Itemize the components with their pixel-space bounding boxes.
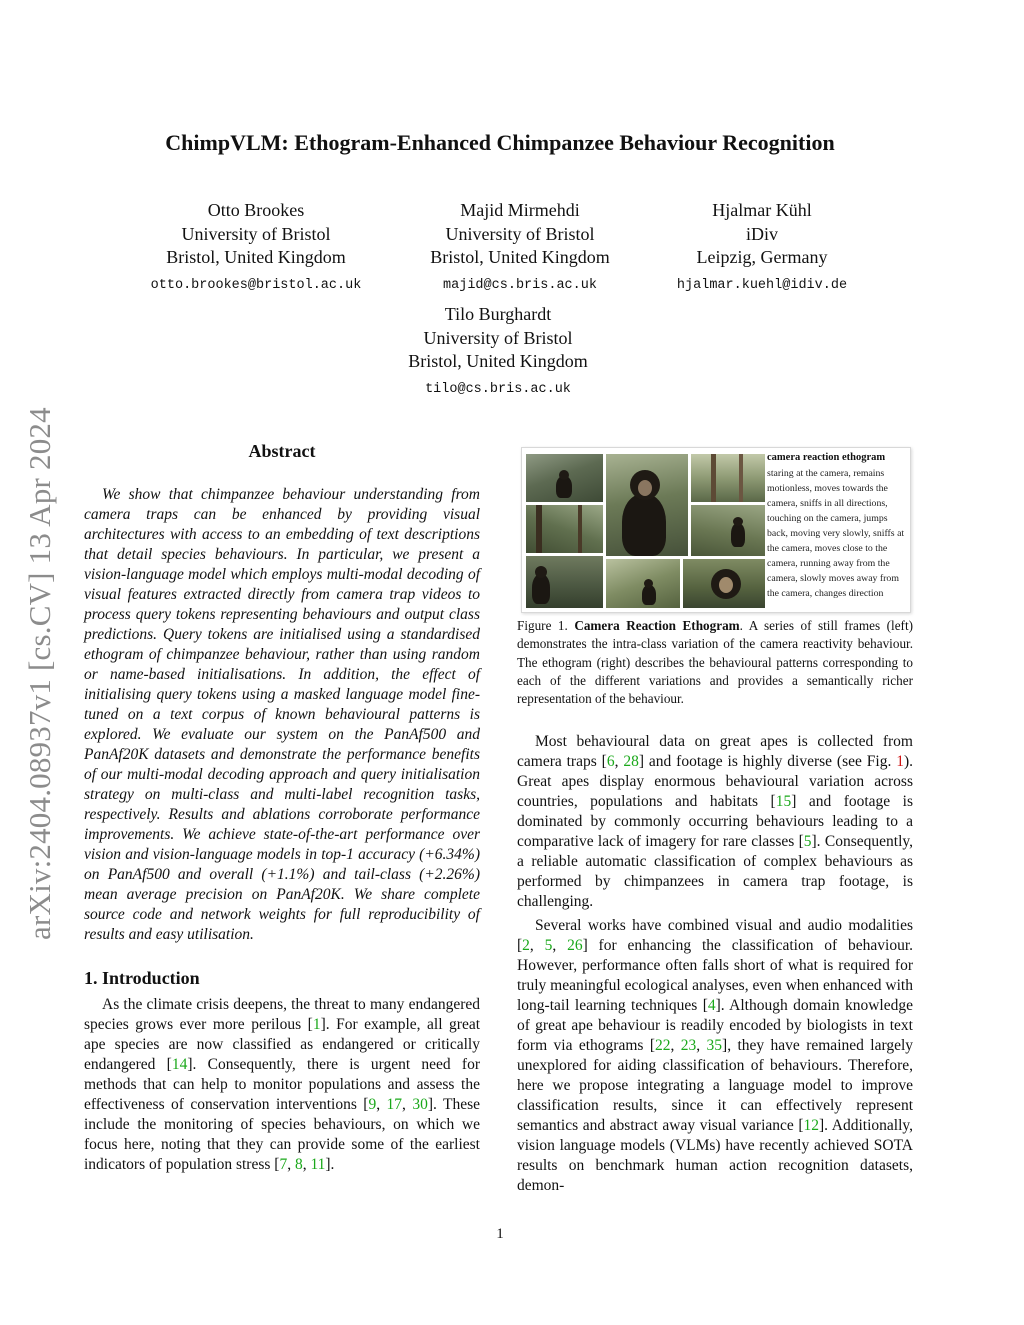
citation-link[interactable]: 17 — [386, 1096, 403, 1113]
author-name: Otto Brookes — [207, 200, 305, 220]
camera-frame-image — [683, 559, 765, 608]
citation-link[interactable]: 35 — [706, 1037, 723, 1054]
citation-link[interactable]: 6 — [606, 753, 615, 770]
ethogram-text: staring at the camera, remains motionless, moves towards the camera, sniffs in all directions, touching on the camera, jumps back, moving very slowly, sniffs at the camera, moves close to the camera, running away from the camera, slowly moves away from the camera, changes direction — [767, 468, 905, 599]
author-affiliation: University of Bristol — [181, 223, 331, 244]
camera-frame-image — [526, 556, 603, 608]
author-location: Bristol, United Kingdom — [408, 351, 588, 371]
author-name: Tilo Burghardt — [444, 304, 552, 324]
intro-body — [84, 995, 480, 1175]
citation-link[interactable]: 5 — [803, 833, 812, 850]
citation-link[interactable]: 5 — [544, 937, 553, 954]
author-email[interactable]: tilo@cs.bris.ac.uk — [425, 381, 571, 397]
author-block — [368, 303, 628, 401]
citation-link[interactable]: 1 — [312, 1016, 321, 1033]
author-affiliation: iDiv — [745, 223, 778, 244]
author-block — [632, 199, 892, 297]
citation-link[interactable]: 9 — [368, 1096, 377, 1113]
citation-link[interactable]: 15 — [775, 793, 792, 810]
citation-link[interactable]: 28 — [623, 753, 639, 770]
citation-link[interactable]: 8 — [294, 1156, 303, 1173]
abstract-body — [84, 485, 480, 945]
author-email[interactable]: majid@cs.bris.ac.uk — [443, 277, 597, 293]
author-affiliation: University of Bristol — [445, 223, 595, 244]
camera-frame-image — [691, 505, 765, 556]
right-column-body — [517, 732, 913, 1196]
camera-frame-image — [526, 454, 603, 502]
page-number: 1 — [496, 1226, 504, 1242]
author-location: Bristol, United Kingdom — [166, 247, 346, 267]
citation-link[interactable]: 23 — [680, 1037, 697, 1054]
paragraph: Most behavioural data on great apes is collected from camera traps [6, 28] and footage is highly diverse (see Fig. 1). Great apes display enormous behavioural variation across countries, populations and habitats [15] and footage is dominated by commonly occurring behaviours leading to a comparative lack of imagery for rare classes [5]. Consequently, a reliable automatic classification of complex behaviours as performed by chimpanzees in camera trap footage, is challenging. — [517, 733, 914, 910]
citation-link[interactable]: 12 — [803, 1117, 820, 1134]
author-email[interactable]: hjalmar.kuehl@idiv.de — [676, 277, 848, 293]
figure-caption — [517, 617, 913, 708]
author-location: Leipzig, Germany — [696, 247, 828, 267]
abstract-heading: Abstract — [248, 441, 316, 461]
author-location: Bristol, United Kingdom — [430, 247, 610, 267]
camera-frame-image — [526, 505, 603, 553]
camera-frame-image — [606, 559, 680, 608]
author-block — [126, 199, 386, 297]
caption-title: Camera Reaction Ethogram — [574, 618, 740, 633]
citation-link[interactable]: 11 — [310, 1156, 326, 1173]
author-name: Majid Mirmehdi — [460, 200, 580, 220]
citation-link[interactable]: 30 — [412, 1096, 428, 1113]
intro-paragraph: As the climate crisis deepens, the threat to many endangered species grows ever more perilous [1]. For example, all great ape species are now classified as endangered or critically endangered [14]. Consequently, there is urgent need for methods that can help to monitor populations and assess the effectiveness of conservation interventions [9, 17, 30]. These include the monitoring of species behaviours, on which we focus here, noting that they can provide some of the earliest indicators of population stress [7, 8, 11]. — [84, 996, 481, 1173]
citation-link[interactable]: 22 — [654, 1037, 671, 1054]
caption-label: Figure 1. — [517, 618, 568, 633]
ethogram-title: camera reaction ethogram — [767, 452, 886, 463]
author-block — [390, 199, 650, 297]
paragraph: Several works have combined visual and audio modalities [2, 5, 26] for enhancing the classification of behaviour. However, performance often falls short of what is required for truly meaningful ecological analyses, even when enhanced with long-tail learning techniques [4]. Although domain knowledge of great ape behaviour is readily encoded by biologists in text form via ethograms [22, 23, 35], they have remained largely unexplored for aiding classification of behaviours. Therefore, here we propose integrating a language model to improve classification results, since it can effectively represent semantics and abstract away visual variance [12]. Additionally, vision language models (VLMs) have recently achieved SOTA results on benchmark human action recognition datasets, demon- — [517, 917, 914, 1194]
citation-link[interactable]: 14 — [171, 1056, 188, 1073]
camera-frame-image — [691, 454, 765, 502]
caption-text: . A series of still frames (left) demonstrates the intra-class variation of the camera reactivity behaviour. The ethogram (right) describes the behavioural patterns corresponding to each of the different variations and provides a semantically richer representation of the behaviour. — [517, 618, 913, 707]
figure-link[interactable]: 1 — [896, 753, 904, 770]
section-heading-introduction: 1. Introduction — [84, 968, 200, 988]
abstract-heading-wrap — [84, 441, 480, 462]
camera-frame-image — [606, 454, 688, 556]
citation-link[interactable]: 4 — [707, 997, 716, 1014]
intro-heading-wrap — [84, 968, 480, 989]
paper-title: ChimpVLM: Ethogram-Enhanced Chimpanzee Behaviour Recognition — [165, 130, 835, 155]
citation-link[interactable]: 7 — [279, 1156, 288, 1173]
citation-link[interactable]: 2 — [522, 937, 530, 954]
figure-1 — [521, 447, 911, 613]
author-affiliation: University of Bristol — [423, 327, 573, 348]
arxiv-stamp: arXiv:2404.08937v1 [cs.CV] 13 Apr 2024 — [22, 407, 57, 940]
author-email[interactable]: otto.brookes@bristol.ac.uk — [150, 277, 362, 293]
abstract-text: We show that chimpanzee behaviour understanding from camera traps can be enhanced by providing visual architectures with access to an embedding of text descriptions that detail species behaviours. In particular, we present a vision-language model which employs multi-modal decoding of visual features extracted directly from camera trap videos to process query tokens representing behaviours and output class predictions. Query tokens are initialised using a standardised ethogram of chimpanzee behaviour, rather than using random or name-based initialisations. In addition, the effect of initialising query tokens using a masked language model fine-tuned on a text corpus of known behavioural patterns is explored. We evaluate our system on the PanAf500 and PanAf20K datasets and demonstrate the performance benefits of our multi-modal decoding approach and query initialisation strategy on multi-class and multi-label recognition tasks, respectively. Results and ablations corroborate performance improvements. We achieve state-of-the-art performance over vision and vision-language models in top-1 accuracy (+6.34%) on PanAf500 and overall (+1.1%) and tail-class (+2.26%) mean average precision on PanAf20K. We share complete source code and network weights for full reproducibility of results and easy utilisation. — [84, 486, 480, 943]
citation-link[interactable]: 26 — [567, 937, 583, 954]
author-name: Hjalmar Kühl — [712, 200, 812, 220]
